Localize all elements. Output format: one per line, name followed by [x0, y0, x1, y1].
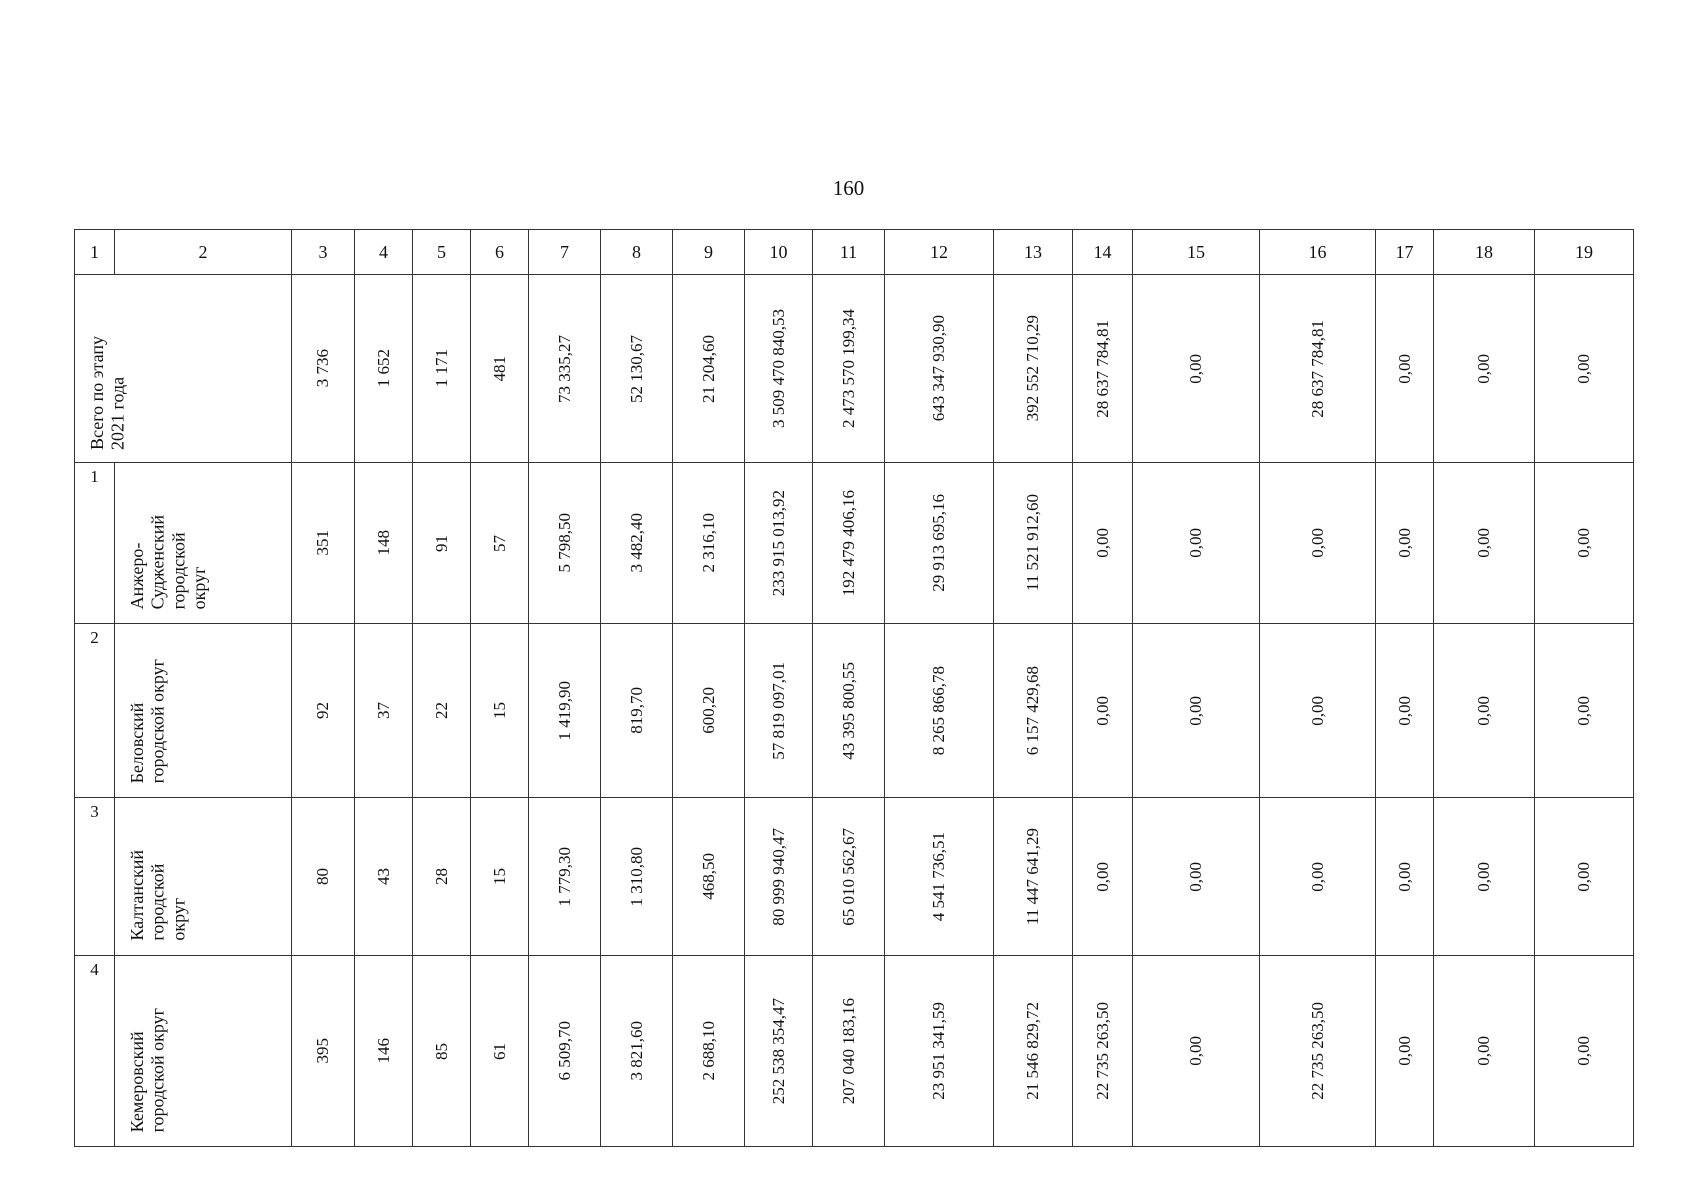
table-row	[75, 624, 1634, 798]
table-row	[75, 798, 1634, 956]
cell-value: 3 482,40	[626, 513, 646, 573]
cell-value: 1 652	[373, 349, 393, 388]
value-cell	[601, 463, 673, 624]
value-cell	[1376, 798, 1434, 956]
value-cell	[1073, 798, 1133, 956]
value-cell	[1073, 275, 1133, 463]
cell-value: 1 310,80	[626, 846, 646, 907]
value-cell	[1434, 798, 1535, 956]
cell-value: 0,00	[1394, 528, 1414, 558]
cell-value: 0,00	[1394, 1036, 1414, 1066]
header-cell: 3	[292, 230, 355, 275]
value-cell	[813, 463, 885, 624]
cell-value: 395	[313, 1038, 333, 1064]
value-cell	[413, 798, 471, 956]
cell-value: 1 171	[431, 349, 451, 388]
value-cell	[355, 956, 413, 1147]
value-cell	[292, 275, 355, 463]
cell-value: 0,00	[1186, 528, 1206, 558]
header-cell: 13	[994, 230, 1073, 275]
value-cell	[885, 798, 994, 956]
cell-value: 600,20	[698, 687, 718, 734]
cell-value: 6 509,70	[554, 1021, 574, 1081]
value-cell	[601, 275, 673, 463]
cell-value: 43	[373, 868, 393, 885]
cell-value: 2 316,10	[698, 513, 718, 573]
row-index: 1	[90, 467, 99, 486]
value-cell	[601, 624, 673, 798]
value-cell	[529, 463, 601, 624]
row-index-cell	[75, 624, 115, 798]
cell-value: 2 473 570 199,34	[838, 309, 858, 428]
value-cell	[994, 798, 1073, 956]
value-cell	[1376, 624, 1434, 798]
district-name: Беловский городской округ	[127, 658, 168, 783]
value-cell	[471, 275, 529, 463]
cell-value: 57	[489, 534, 509, 552]
value-cell	[471, 798, 529, 956]
header-cell: 5	[413, 230, 471, 275]
cell-value: 11 521 912,60	[1023, 494, 1043, 592]
header-cell: 17	[1376, 230, 1434, 275]
value-cell	[529, 798, 601, 956]
cell-value: 0,00	[1474, 353, 1494, 384]
district-name: Анжеро- Судженский городской округ	[127, 514, 210, 609]
cell-value: 21 546 829,72	[1023, 1002, 1043, 1100]
header-cell: 18	[1434, 230, 1535, 275]
cell-value: 0,00	[1574, 1036, 1594, 1066]
value-cell	[355, 798, 413, 956]
value-cell	[1535, 956, 1634, 1147]
cell-value: 0,00	[1186, 695, 1206, 726]
cell-value: 23 951 341,59	[929, 1002, 949, 1100]
header-cell: 6	[471, 230, 529, 275]
cell-value: 252 538 354,47	[768, 997, 788, 1105]
value-cell	[1260, 275, 1376, 463]
total-row	[75, 275, 1634, 463]
value-cell	[292, 624, 355, 798]
value-cell	[1260, 463, 1376, 624]
cell-value: 43 395 800,55	[838, 661, 858, 760]
cell-value: 146	[373, 1038, 393, 1064]
cell-value: 28	[431, 868, 451, 885]
value-cell	[529, 956, 601, 1147]
value-cell	[413, 956, 471, 1147]
value-cell	[1260, 624, 1376, 798]
value-cell	[1535, 275, 1634, 463]
cell-value: 22	[431, 702, 451, 719]
cell-value: 3 736	[313, 349, 333, 388]
value-cell	[885, 956, 994, 1147]
value-cell	[355, 275, 413, 463]
value-cell	[673, 275, 745, 463]
value-cell	[673, 463, 745, 624]
cell-value: 80	[313, 868, 333, 885]
value-cell	[673, 624, 745, 798]
cell-value: 6 157 429,68	[1023, 665, 1043, 756]
district-name-cell	[115, 798, 292, 956]
header-row	[75, 230, 1634, 275]
district-name-cell	[115, 463, 292, 624]
value-cell	[292, 798, 355, 956]
value-cell	[413, 463, 471, 624]
value-cell	[1260, 798, 1376, 956]
cell-value: 8 265 866,78	[929, 665, 949, 756]
value-cell	[994, 275, 1073, 463]
value-cell	[1434, 956, 1535, 1147]
value-cell	[292, 463, 355, 624]
cell-value: 0,00	[1307, 528, 1327, 558]
value-cell	[1133, 624, 1260, 798]
header-cell: 16	[1260, 230, 1376, 275]
value-cell	[1535, 463, 1634, 624]
cell-value: 0,00	[1394, 861, 1414, 892]
row-index: 3	[90, 802, 99, 821]
cell-value: 0,00	[1307, 861, 1327, 892]
header-cell: 11	[813, 230, 885, 275]
value-cell	[813, 956, 885, 1147]
table-row	[75, 956, 1634, 1147]
cell-value: 2 688,10	[698, 1021, 718, 1081]
cell-value: 0,00	[1474, 528, 1494, 558]
cell-value: 37	[373, 702, 393, 719]
cell-value: 91	[431, 534, 451, 552]
value-cell	[1434, 463, 1535, 624]
header-cell: 8	[601, 230, 673, 275]
data-table	[74, 229, 1634, 1147]
value-cell	[1535, 798, 1634, 956]
value-cell	[745, 956, 813, 1147]
total-label: Всего по этапу 2021 года	[87, 336, 128, 450]
header-cell: 10	[745, 230, 813, 275]
header-cell: 4	[355, 230, 413, 275]
district-name: Кемеровский городской округ	[127, 1007, 168, 1132]
cell-value: 0,00	[1186, 353, 1206, 384]
cell-value: 4 541 736,51	[929, 831, 949, 922]
cell-value: 0,00	[1394, 695, 1414, 726]
value-cell	[673, 798, 745, 956]
value-cell	[1260, 956, 1376, 1147]
value-cell	[673, 956, 745, 1147]
value-cell	[292, 956, 355, 1147]
value-cell	[355, 624, 413, 798]
cell-value: 0,00	[1186, 861, 1206, 892]
district-name-cell	[115, 956, 292, 1147]
value-cell	[413, 624, 471, 798]
cell-value: 28 637 784,81	[1307, 319, 1327, 418]
header-cell: 2	[115, 230, 292, 275]
row-index: 2	[90, 628, 99, 647]
cell-value: 3 821,60	[626, 1021, 646, 1081]
cell-value: 85	[431, 1042, 451, 1060]
value-cell	[529, 275, 601, 463]
cell-value: 73 335,27	[554, 334, 574, 403]
value-cell	[745, 624, 813, 798]
value-cell	[1434, 275, 1535, 463]
total-label-cell	[75, 275, 292, 463]
value-cell	[885, 624, 994, 798]
value-cell	[413, 275, 471, 463]
value-cell	[1133, 463, 1260, 624]
value-cell	[471, 463, 529, 624]
value-cell	[994, 463, 1073, 624]
cell-value: 351	[313, 530, 333, 556]
cell-value: 5 798,50	[554, 513, 574, 573]
district-name-cell	[115, 624, 292, 798]
cell-value: 0,00	[1574, 528, 1594, 558]
value-cell	[471, 956, 529, 1147]
value-cell	[1133, 275, 1260, 463]
header-cell: 15	[1133, 230, 1260, 275]
value-cell	[1073, 624, 1133, 798]
district-name: Калтанский городской округ	[127, 850, 189, 941]
cell-value: 11 447 641,29	[1023, 827, 1043, 926]
value-cell	[1434, 624, 1535, 798]
page-number: 160	[832, 176, 865, 200]
value-cell	[1376, 956, 1434, 1147]
value-cell	[994, 624, 1073, 798]
header-cell: 14	[1073, 230, 1133, 275]
value-cell	[1073, 463, 1133, 624]
cell-value: 468,50	[698, 853, 718, 900]
cell-value: 0,00	[1574, 861, 1594, 892]
row-index-cell	[75, 956, 115, 1147]
cell-value: 22 735 263,50	[1307, 1002, 1327, 1100]
cell-value: 3 509 470 840,53	[768, 309, 788, 428]
value-cell	[885, 275, 994, 463]
header-cell: 19	[1535, 230, 1634, 275]
value-cell	[745, 798, 813, 956]
value-cell	[813, 275, 885, 463]
value-cell	[1133, 798, 1260, 956]
value-cell	[1535, 624, 1634, 798]
value-cell	[885, 463, 994, 624]
cell-value: 0,00	[1574, 353, 1594, 384]
value-cell	[1376, 463, 1434, 624]
cell-value: 0,00	[1394, 353, 1414, 384]
value-cell	[601, 798, 673, 956]
cell-value: 0,00	[1474, 1036, 1494, 1066]
value-cell	[1073, 956, 1133, 1147]
value-cell	[745, 463, 813, 624]
cell-value: 233 915 013,92	[768, 489, 788, 597]
cell-value: 61	[489, 1042, 509, 1060]
cell-value: 0,00	[1092, 528, 1112, 558]
cell-value: 15	[489, 702, 509, 719]
value-cell	[994, 956, 1073, 1147]
cell-value: 0,00	[1092, 861, 1112, 892]
cell-value: 192 479 406,16	[838, 489, 858, 597]
cell-value: 0,00	[1307, 695, 1327, 726]
value-cell	[813, 624, 885, 798]
cell-value: 0,00	[1474, 861, 1494, 892]
cell-value: 148	[373, 530, 393, 556]
cell-value: 21 204,60	[698, 334, 718, 403]
cell-value: 65 010 562,67	[838, 827, 858, 926]
cell-value: 52 130,67	[626, 334, 646, 403]
value-cell	[745, 275, 813, 463]
value-cell	[1133, 956, 1260, 1147]
cell-value: 0,00	[1092, 695, 1112, 726]
value-cell	[813, 798, 885, 956]
cell-value: 643 347 930,90	[929, 315, 949, 422]
header-cell: 12	[885, 230, 994, 275]
cell-value: 57 819 097,01	[768, 661, 788, 760]
cell-value: 1 779,30	[554, 846, 574, 907]
value-cell	[529, 624, 601, 798]
value-cell	[601, 956, 673, 1147]
cell-value: 207 040 183,16	[838, 997, 858, 1105]
header-cell: 1	[75, 230, 115, 275]
row-index: 4	[90, 960, 99, 979]
cell-value: 0,00	[1474, 695, 1494, 726]
cell-value: 0,00	[1574, 695, 1594, 726]
value-cell	[471, 624, 529, 798]
cell-value: 1 419,90	[554, 680, 574, 741]
row-index-cell	[75, 463, 115, 624]
cell-value: 28 637 784,81	[1092, 319, 1112, 418]
cell-value: 80 999 940,47	[768, 827, 788, 926]
header-cell: 7	[529, 230, 601, 275]
table-row	[75, 463, 1634, 624]
cell-value: 22 735 263,50	[1092, 1002, 1112, 1100]
value-cell	[355, 463, 413, 624]
cell-value: 15	[489, 868, 509, 885]
header-cell: 9	[673, 230, 745, 275]
cell-value: 481	[489, 355, 509, 382]
cell-value: 819,70	[626, 687, 646, 734]
cell-value: 92	[313, 702, 333, 719]
cell-value: 29 913 695,16	[929, 494, 949, 592]
cell-value: 0,00	[1186, 1036, 1206, 1066]
cell-value: 392 552 710,29	[1023, 315, 1043, 422]
value-cell	[1376, 275, 1434, 463]
row-index-cell	[75, 798, 115, 956]
